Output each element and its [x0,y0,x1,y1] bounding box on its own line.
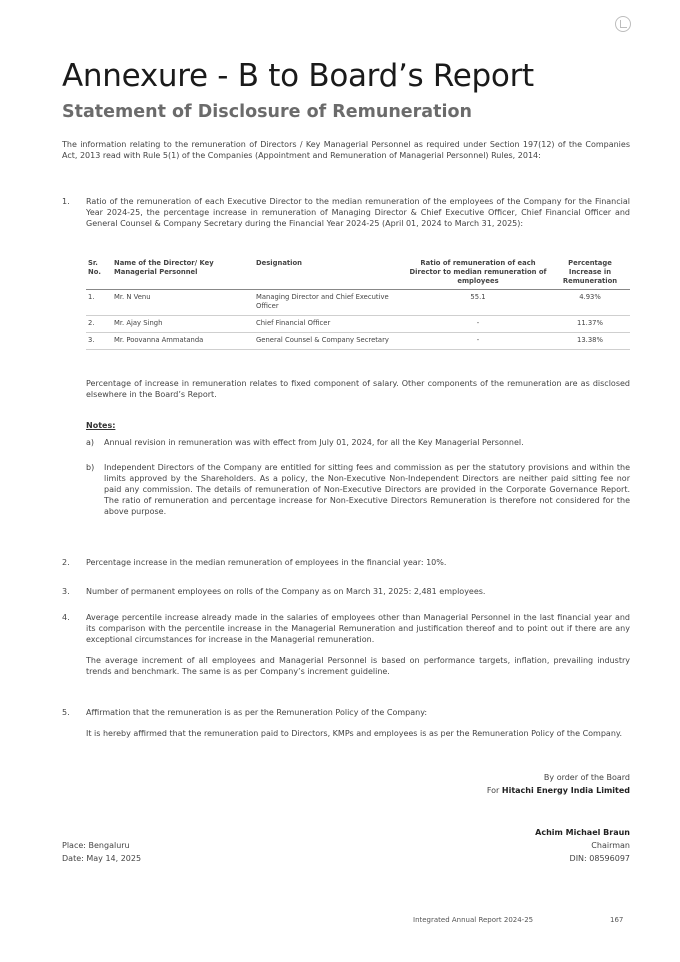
cell-sr: 3. [86,333,112,350]
col-header-designation: Designation [254,256,406,290]
signature-company-name: Hitachi Energy India Limited [501,786,630,795]
item-2-text: Percentage increase in the median remuneration of employees in the financial year: 10%. [86,558,447,567]
cell-name: Mr. Ajay Singh [112,316,254,333]
footer-page-number: 167 [610,916,624,924]
item-5 [62,707,630,739]
item-1-text: Ratio of the remuneration of each Executive Director to the median remuneration of the employees of the Company for the Financial Year 2024-25, the percentage increase in remuneration of Managing Director & Chief Executive Officer, Chief Financial Officer and General Counsel & Company Secretary during the Financial Year 2024-25 (April 01, 2024 to March 31, 2025): [86,197,630,228]
cell-sr: 2. [86,316,112,333]
signature-for-company [487,785,630,796]
after-table-paragraph: Percentage of increase in remuneration relates to fixed component of salary. Other components of the remuneration are as disclosed elsewhere in the Board’s Report. [86,379,630,399]
cell-sr: 1. [86,290,112,316]
cell-ratio: 55.1 [406,290,550,316]
date-text: Date: May 14, 2025 [62,854,142,863]
note-a-text: Annual revision in remuneration was with effect from July 01, 2024, for all the Key Managerial Personnel. [104,438,524,447]
intro-paragraph: The information relating to the remuneration of Directors / Key Managerial Personnel as required under Section 197(12) of the Companies Act, 2013 read with Rule 5(1) of the Companies (Appointment and Remuneration of Managerial Personnel) Rules, 2014: [62,140,630,160]
table-row [86,333,630,350]
item-3-text: Number of permanent employees on rolls of the Company as on March 31, 2025: 2,481 employees. [86,587,486,596]
note-b-label: b) [86,463,95,472]
signature-for-prefix: For [486,786,502,795]
cell-increase: 13.38% [550,333,630,350]
note-b [86,462,630,517]
cell-designation: General Counsel & Company Secretary [254,333,406,350]
signatory-din: DIN: 08596097 [569,854,630,863]
note-a-label: a) [86,438,95,447]
col-header-sr: Sr. No. [86,256,112,290]
item-4-text-2: The average increment of all employees and Managerial Personnel is based on performance targets, inflation, prevailing industry trends and benchmark. The same is as per Company’s increment guideline. [86,656,630,676]
item-4-text: Average percentile increase already made in the salaries of employees other than Managerial Personnel in the last financial year and its comparison with the percentile increase in the Managerial Remuneration and justification thereof and to point out if there are any exceptional circumstances for increase in the Managerial remuneration. [86,613,630,644]
item-5-number: 5. [62,708,70,717]
table-row [86,290,630,316]
cell-ratio: - [406,316,550,333]
item-1 [62,196,630,229]
col-header-name: Name of the Director/ Key Managerial Personnel [112,256,254,290]
document-corner-icon [615,16,631,32]
item-4-number: 4. [62,613,70,622]
item-5-text: Affirmation that the remuneration is as per the Remuneration Policy of the Company: [86,708,428,717]
item-5-text-2: It is hereby affirmed that the remuneration paid to Directors, KMPs and employees is as per the Remuneration Policy of the Company. [86,729,623,738]
table-row [86,316,630,333]
item-1-number: 1. [62,197,70,206]
signatory-name [535,827,630,838]
signatory-name-text: Achim Michael Braun [535,828,630,837]
page-title: Annexure - B to Board’s Report [62,58,534,94]
note-a [86,437,630,448]
cell-ratio: - [406,333,550,350]
item-3 [62,586,630,597]
signature-by-order: By order of the Board [543,773,630,782]
cell-name: Mr. Poovanna Ammatanda [112,333,254,350]
page-subtitle: Statement of Disclosure of Remuneration [62,102,472,122]
item-3-number: 3. [62,587,70,596]
notes-heading: Notes: [86,421,116,430]
footer-report-title: Integrated Annual Report 2024-25 [413,916,534,924]
remuneration-table [86,256,630,350]
cell-increase: 4.93% [550,290,630,316]
place-text: Place: Bengaluru [62,841,130,850]
signatory-role: Chairman [591,841,630,850]
col-header-increase: Percentage Increase in Remuneration [550,256,630,290]
cell-designation: Chief Financial Officer [254,316,406,333]
col-header-ratio: Ratio of remuneration of each Director to median remuneration of employees [406,256,550,290]
note-b-text: Independent Directors of the Company are entitled for sitting fees and commission as per the statutory provisions and within the limits approved by the Shareholders. As a policy, the Non-Executive Non-Independent Directors are neither paid sitting fee nor paid any commission. The details of remuneration of Non-Executive Directors are provided in the Corporate Governance Report. The ratio of remuneration and percentage increase for Non-Executive Directors Remuneration is therefore not considered for the above purpose. [104,463,630,516]
cell-designation: Managing Director and Chief Executive Officer [254,290,406,316]
cell-increase: 11.37% [550,316,630,333]
item-4 [62,612,630,677]
table-header-row [86,256,630,290]
item-2-number: 2. [62,558,70,567]
cell-name: Mr. N Venu [112,290,254,316]
item-2 [62,557,630,568]
